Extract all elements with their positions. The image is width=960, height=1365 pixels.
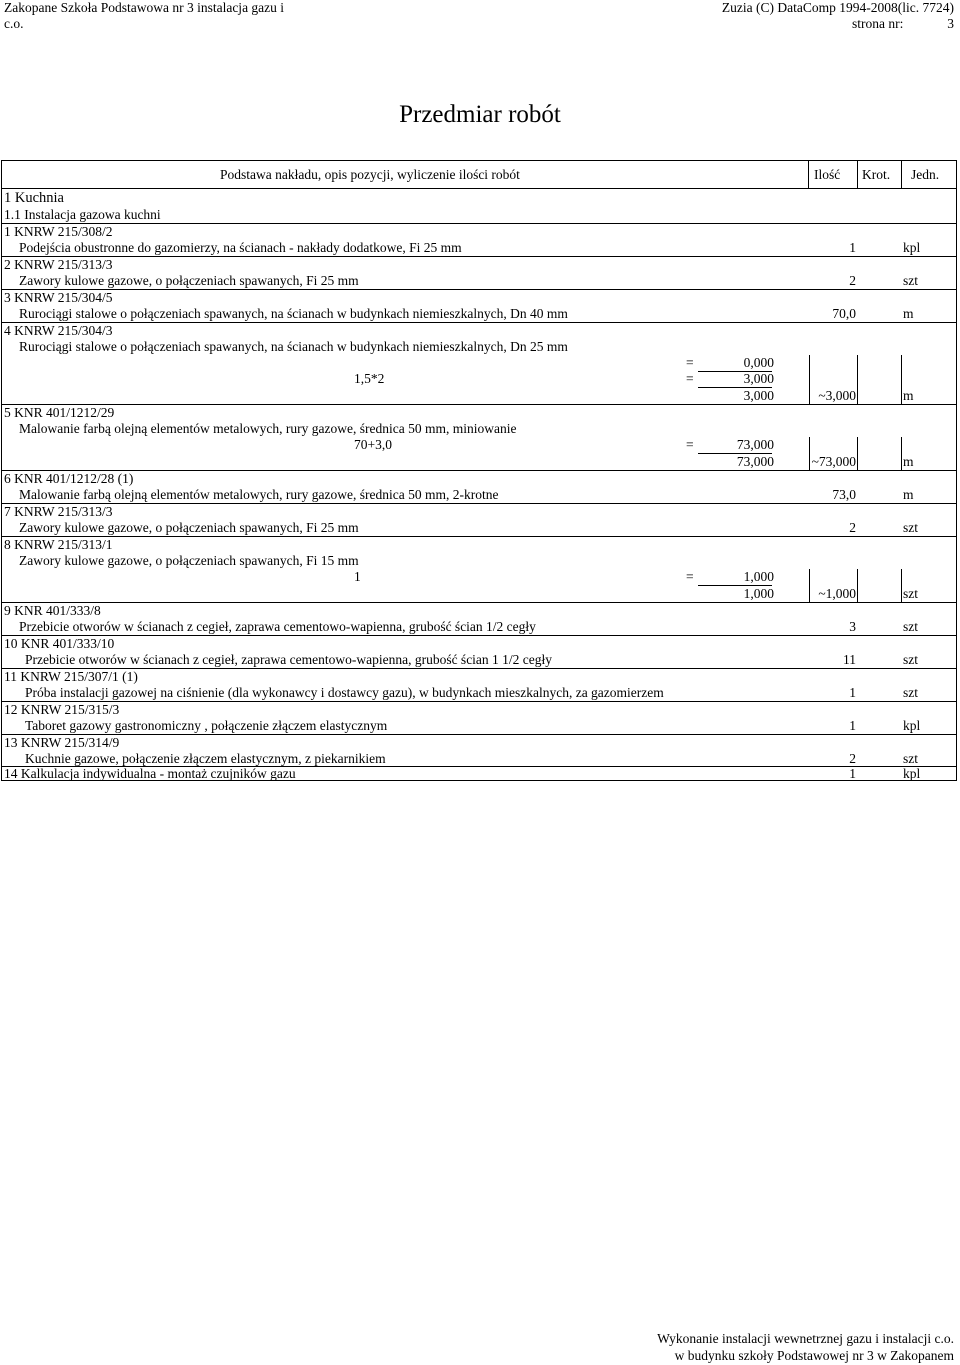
col-header-krot: Krot. (862, 167, 891, 182)
item-qty: 70,0 (832, 306, 856, 321)
item-desc: Kuchnie gazowe, połączenie złączem elastycznym, z piekarnikiem (25, 751, 386, 766)
item-qty: 1 (849, 718, 856, 733)
item-desc: Taboret gazowy gastronomiczny , połączenie złączem elastycznym (25, 718, 388, 733)
header-project-line1: Zakopane Szkoła Podstawowa nr 3 instalacja gazu i (4, 0, 285, 15)
item-qty: 1 (849, 240, 856, 255)
item-desc: Malowanie farbą olejną elementów metalowych, rury gazowe, średnica 50 mm, miniowanie (19, 421, 517, 436)
item-qty: 1 (849, 685, 856, 700)
col-header-qty: Ilość (814, 167, 841, 182)
item-code: 10 KNR 401/333/10 (4, 636, 115, 651)
item-desc: Podejścia obustronne do gazomierzy, na ścianach - nakłady dodatkowe, Fi 25 mm (19, 240, 462, 255)
item-qty: 1 (849, 766, 856, 781)
item-unit: m (903, 388, 914, 403)
item-unit: szt (903, 685, 918, 700)
calc-expression: 70+3,0 (354, 437, 392, 452)
item-code: 7 KNRW 215/313/3 (4, 504, 113, 519)
page-title: Przedmiar robót (399, 101, 561, 128)
calc-value: 3,000 (743, 371, 774, 386)
item-desc: Przebicie otworów w ścianach z cegieł, zaprawa cementowo-wapienna, grubość ścian 1/2 cegły (19, 619, 536, 634)
item-code: 6 KNR 401/1212/28 (1) (4, 471, 134, 486)
calc-value: 1,000 (743, 569, 774, 584)
item-unit: szt (903, 619, 918, 634)
item-qty: ~1,000 (818, 586, 856, 601)
item-qty: 2 (849, 273, 856, 288)
footer-line2: w budynku szkoły Podstawowej nr 3 w Zakopanem (674, 1348, 954, 1363)
calc-value: 0,000 (743, 355, 774, 370)
item-unit: kpl (903, 240, 921, 255)
calc-sum: 1,000 (743, 586, 774, 601)
footer-line1: Wykonanie instalacji wewnetrznej gazu i instalacji c.o. (657, 1331, 954, 1346)
col-header-description: Podstawa nakładu, opis pozycji, wyliczenie ilości robót (220, 167, 520, 182)
item-code: 4 KNRW 215/304/3 (4, 323, 113, 338)
header-page-label: strona nr: (852, 16, 904, 31)
calc-value: 73,000 (736, 437, 774, 452)
header-project-line2: c.o. (4, 16, 24, 31)
item-unit: szt (903, 751, 918, 766)
header-software: Zuzia (C) DataComp 1994-2008(lic. 7724) (721, 0, 954, 15)
subsection-title: 1.1 Instalacja gazowa kuchni (4, 207, 161, 222)
item-code: 14 Kalkulacja indywidualna - montaż czujników gazu (4, 766, 296, 781)
calc-equals: = (686, 371, 694, 386)
item-qty: 2 (849, 751, 856, 766)
section-title: 1 Kuchnia (4, 190, 64, 206)
item-unit: szt (903, 586, 918, 601)
item-code: 9 KNR 401/333/8 (4, 603, 101, 618)
item-code: 3 KNRW 215/304/5 (4, 290, 113, 305)
item-desc: Zawory kulowe gazowe, o połączeniach spawanych, Fi 25 mm (19, 273, 359, 288)
item-unit: kpl (903, 718, 921, 733)
item-code: 11 KNRW 215/307/1 (1) (4, 669, 138, 684)
item-unit: kpl (903, 766, 921, 781)
item-desc: Zawory kulowe gazowe, o połączeniach spawanych, Fi 25 mm (19, 520, 359, 535)
item-code: 13 KNRW 215/314/9 (4, 735, 120, 750)
calc-sum: 3,000 (743, 388, 774, 403)
item-desc: Próba instalacji gazowej na ciśnienie (dla wykonawcy i dostawcy gazu), w budynkach mieszkalnych, za gazomierzem (25, 685, 664, 700)
calc-equals: = (686, 569, 694, 584)
item-desc: Malowanie farbą olejną elementów metalowych, rury gazowe, średnica 50 mm, 2-krotne (19, 487, 499, 502)
item-code: 8 KNRW 215/313/1 (4, 537, 113, 552)
item-unit: m (903, 306, 914, 321)
item-qty: 11 (843, 652, 856, 667)
item-qty: 73,0 (832, 487, 856, 502)
calc-sum: 73,000 (736, 454, 774, 469)
calc-expression: 1,5*2 (354, 371, 385, 386)
item-unit: szt (903, 652, 918, 667)
item-desc: Zawory kulowe gazowe, o połączeniach spawanych, Fi 15 mm (19, 553, 359, 568)
item-desc: Rurociągi stalowe o połączeniach spawanych, na ścianach w budynkach niemieszkalnych, Dn 25 mm (19, 339, 568, 354)
item-code: 1 KNRW 215/308/2 (4, 224, 113, 239)
col-header-unit: Jedn. (911, 167, 940, 182)
item-code: 5 KNR 401/1212/29 (4, 405, 115, 420)
item-qty: ~3,000 (818, 388, 856, 403)
item-code: 2 KNRW 215/313/3 (4, 257, 113, 272)
item-qty: ~73,000 (811, 454, 856, 469)
calc-expression: 1 (354, 569, 361, 584)
item-desc: Rurociągi stalowe o połączeniach spawanych, na ścianach w budynkach niemieszkalnych, Dn 40 mm (19, 306, 568, 321)
item-unit: szt (903, 520, 918, 535)
item-unit: m (903, 487, 914, 502)
calc-equals: = (686, 355, 694, 370)
item-unit: m (903, 454, 914, 469)
item-unit: szt (903, 273, 918, 288)
item-qty: 3 (849, 619, 856, 634)
item-code: 12 KNRW 215/315/3 (4, 702, 120, 717)
item-desc: Przebicie otworów w ścianach z cegieł, zaprawa cementowo-wapienna, grubość ścian 1 1/2 cegły (25, 652, 553, 667)
calc-equals: = (686, 437, 694, 452)
header-page-number: 3 (947, 16, 954, 31)
item-qty: 2 (849, 520, 856, 535)
